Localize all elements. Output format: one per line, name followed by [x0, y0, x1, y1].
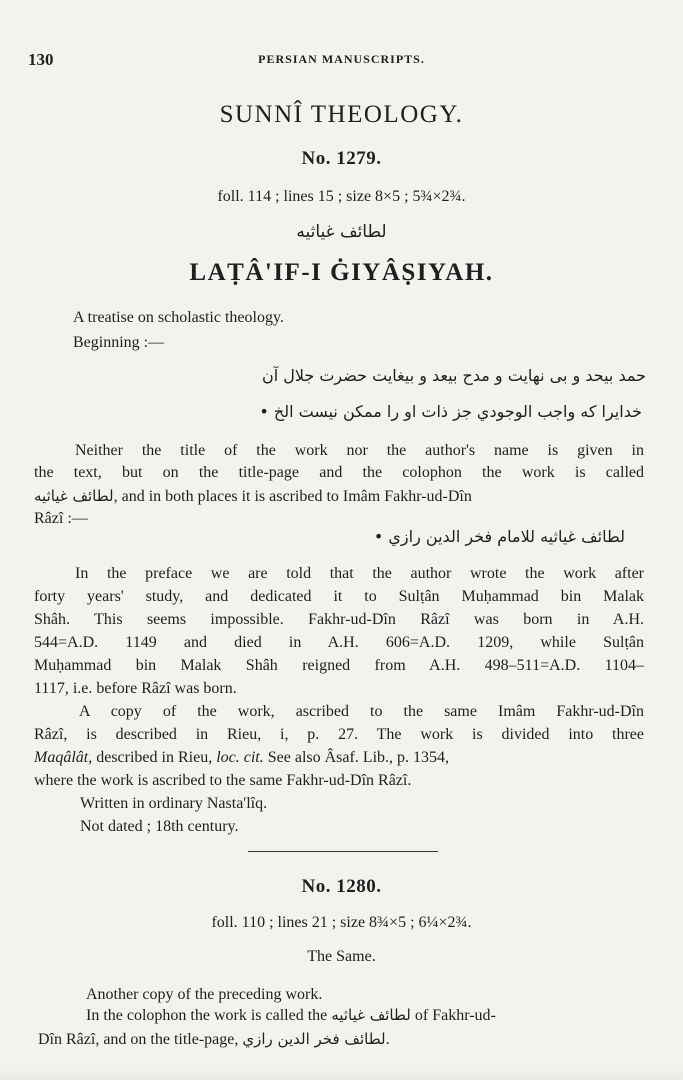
entry2-line: Dîn Râzî, and on the title-page, لطائف فخر الدين رازي.	[38, 1030, 390, 1048]
inline-arabic-title: لطائف فخر الدين رازي	[242, 1030, 386, 1048]
para3-line: Maqâlât, described in Rieu, loc. cit. See also Âsaf. Lib., p. 1354,	[34, 749, 450, 766]
entry2-line: In the colophon the work is called the لطائف غياثيه of Fakhr-ud-	[86, 1006, 496, 1024]
beginning-label: Beginning :—	[73, 334, 165, 351]
page-number: 130	[28, 50, 54, 69]
para1-line: لطائف غياثيه, and in both places it is ascribed to Imâm Fakhr-ud-Dîn	[34, 487, 472, 505]
para3-line: A copy of the work, ascribed to the same Imâm Fakhr-ud-Dîn	[79, 703, 644, 720]
page-bottom-edge	[0, 1062, 683, 1080]
inline-arabic-title: لطائف غياثيه	[331, 1006, 411, 1024]
para2-line: Shâh. This seems impossible. Fakhr-ud-Dîn Râzî was born in A.H.	[34, 611, 644, 628]
entry2-line: Another copy of the preceding work.	[86, 986, 323, 1003]
para2-line: In the preface we are told that the author wrote the work after	[75, 565, 644, 582]
quote-arabic: لطائف غياثيه للامام فخر الدين رازي •	[373, 527, 625, 546]
italic-loc-cit: loc. cit.	[216, 749, 264, 766]
para2-line: Muḥammad bin Malak Shâh reigned from A.H. 498–511=A.D. 1104–	[34, 657, 644, 674]
date-note: Not dated ; 18th century.	[80, 818, 239, 835]
title-latin: LAṬÂ'IF-I ĠIYÂṢIYAH.	[189, 259, 494, 286]
entry-meta-1280: foll. 110 ; lines 21 ; size 8¾×5 ; 6¼×2¾.	[211, 914, 472, 931]
para2-line: 1117, i.e. before Râzî was born.	[34, 680, 237, 697]
entry-number-1280: No. 1280.	[301, 876, 382, 897]
script-note: Written in ordinary Nasta'lîq.	[80, 795, 268, 812]
beginning-arabic-line-2: خدايرا كه واجب الوجودي جز ذات او را ممكن نيست الخ •	[259, 402, 642, 421]
title-arabic: لطائف غياثيه	[296, 222, 387, 242]
para1-line: the text, but on the title-page and the colophon the work is called	[34, 464, 644, 481]
section-divider	[248, 851, 438, 852]
same-label: The Same.	[307, 948, 376, 965]
para3-line: where the work is ascribed to the same Fakhr-ud-Dîn Râzî.	[34, 772, 412, 789]
inline-arabic-title: لطائف غياثيه	[34, 487, 114, 505]
entry-number-1279: No. 1279.	[301, 148, 382, 169]
description: A treatise on scholastic theology.	[73, 309, 284, 326]
para2-line: forty years' study, and dedicated it to Sulṭân Muḥammad bin Malak	[34, 588, 644, 605]
para2-line: 544=A.D. 1149 and died in A.H. 606=A.D. 1209, while Sulṭân	[34, 634, 644, 651]
para1-line: Neither the title of the work nor the author's name is given in	[75, 442, 644, 459]
para3-line: Râzî, is described in Rieu, i, p. 27. The work is divided into three	[34, 726, 644, 743]
beginning-arabic-line-1: حمد بيحد و بی نهایت و مدح بيعد و بيغايت حضرت جلال آن	[261, 366, 646, 385]
para1-line: Râzî :—	[34, 510, 88, 527]
italic-maqalat: Maqâlât	[34, 749, 89, 766]
section-title: SUNNÎ THEOLOGY.	[219, 101, 464, 128]
entry-meta-1279: foll. 114 ; lines 15 ; size 8×5 ; 5¾×2¾.	[217, 188, 466, 205]
running-head: PERSIAN MANUSCRIPTS.	[258, 52, 425, 66]
